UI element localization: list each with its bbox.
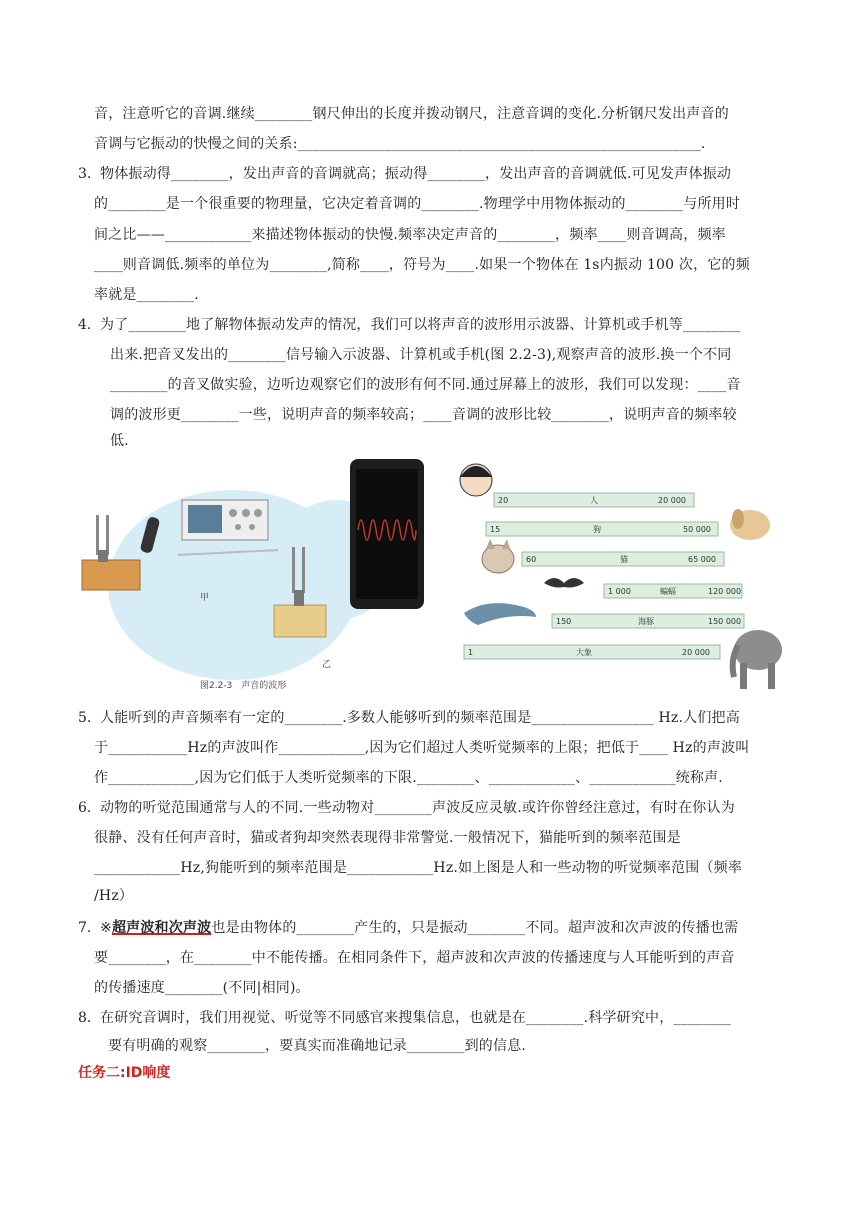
- q3-line-3: 间之比——____________来描述物体振动的快慢.频率决定声音的________，频率____则音调高，频率: [94, 227, 726, 243]
- dolphin-icon: [464, 603, 536, 625]
- q5-line-3: 作____________,因为它们低于人类听觉频率的下限.________、____________、____________统称声.: [94, 770, 723, 786]
- q6-line-2: 很静、没有任何声音时，猫或者狗却突然表现得非常警觉.一般情况下，猫能听到的频率范围是: [94, 830, 681, 846]
- human-high: 20 000: [658, 496, 686, 505]
- hearing-range-chart: [460, 464, 782, 689]
- q4-line-2: 出来.把音叉发出的________信号输入示波器、计算机或手机(图 2.2-3),观察声音的波形.换一个不同: [110, 347, 732, 363]
- human-low: 20: [498, 496, 509, 505]
- q3-line-4: ____则音调低.频率的单位为________,简称____，符号为____.如果一个物体在 1s内振动 100 次，它的频: [94, 257, 750, 273]
- elephant-high: 20 000: [682, 648, 710, 657]
- q6-line-1: 动物的听觉范围通常与人的不同.一些动物对________声波反应灵敏.或许你曾经注意过，有时在你认为: [100, 800, 735, 816]
- elephant-low: 1: [468, 648, 474, 657]
- phone-waveform-icon: [350, 459, 424, 609]
- dolphin-label: 海豚: [638, 617, 654, 626]
- dog-high: 50 000: [683, 525, 711, 534]
- q6-number: 6.: [78, 800, 92, 816]
- q7-line-1: [100, 918, 738, 938]
- dog-icon: [730, 509, 770, 540]
- dog-low: 15: [490, 525, 501, 534]
- cat-low: 60: [526, 555, 537, 564]
- q8-number: 8.: [78, 1010, 92, 1026]
- q2-line-2: 音调与它振动的快慢之间的关系:________________________________________________________.: [94, 136, 706, 152]
- figure-illustration: [78, 455, 790, 700]
- label-yi: 乙: [322, 660, 332, 670]
- elephant-label: 大象: [576, 648, 592, 657]
- q8-line-2: 要有明确的观察________，要真实而准确地记录________到的信息.: [108, 1038, 527, 1054]
- bat-high: 120 000: [708, 587, 742, 596]
- q7-number: 7.: [78, 920, 92, 936]
- q2-line-1: 音，注意听它的音调.继续________钢尺伸出的长度并拨动钢尺，注意音调的变化.分析钢尺发出声音的: [94, 106, 729, 122]
- task-two-heading: 任务二:ID响度: [78, 1065, 171, 1081]
- person-icon: [460, 464, 492, 496]
- q6-line-3: ____________Hz,狗能听到的频率范围是____________Hz.如上图是人和一些动物的听觉频率范围（频率: [94, 860, 743, 876]
- q5-line-1: 人能听到的声音频率有一定的________.多数人能够听到的频率范围是_________________ Hz.人们把高: [100, 710, 740, 726]
- q3-number: 3.: [78, 166, 92, 182]
- q4-line-5: 低.: [110, 433, 129, 449]
- bat-low: 1 000: [608, 587, 631, 596]
- q5-number: 5.: [78, 710, 92, 726]
- cat-label: 猫: [620, 555, 628, 564]
- q4-line-4: 调的波形更________一些，说明声音的频率较高；____音调的波形比较________，说明声音的频率较: [110, 407, 737, 423]
- human-label: 人: [590, 496, 598, 505]
- oscilloscope-icon: [182, 500, 268, 540]
- dolphin-high: 150 000: [708, 617, 742, 626]
- q8-line-1: 在研究音调时，我们用视觉、听觉等不同感官来搜集信息，也就是在________.科学研究中，________: [100, 1010, 732, 1026]
- reference-mark: ※: [100, 920, 112, 936]
- bat-label: 蝙蝠: [660, 587, 676, 596]
- cat-high: 65 000: [688, 555, 716, 564]
- q3-line-5: 率就是________.: [94, 287, 199, 303]
- q7-line-1-rest: 也是由物体的________产生的，只是振动________不同。超声波和次声波的传播也需: [211, 920, 739, 936]
- dolphin-low: 150: [556, 617, 572, 626]
- sound-waveform-figure: [78, 455, 790, 700]
- q4-number: 4.: [78, 317, 92, 333]
- q4-line-3: ________的音叉做实验，边听边观察它们的波形有何不同.通过屏幕上的波形，我们可以发现：____音: [110, 377, 741, 393]
- q3-line-1: 物体振动得________，发出声音的音调就高；振动得________，发出声音的音调就低.可见发声体振动: [100, 166, 732, 182]
- q5-line-2: 于___________Hz的声波叫作____________,因为它们超过人类听觉频率的上限；把低于____ Hz的声波叫: [94, 740, 750, 756]
- label-jia: 甲: [200, 593, 210, 603]
- q3-line-2: 的________是一个很重要的物理量，它决定着音调的________.物理学中用物体振动的________与所用时: [94, 196, 741, 212]
- dog-label: 狗: [593, 525, 601, 534]
- bat-icon: [544, 578, 584, 588]
- q4-line-1: 为了________地了解物体振动发声的情况，我们可以将声音的波形用示波器、计算机或手机等________: [100, 317, 741, 333]
- elephant-icon: [733, 630, 782, 689]
- q7-line-2: 要________，在________中不能传播。在相同条件下，超声波和次声波的传播速度与人耳能听到的声音: [94, 950, 735, 966]
- q7-line-3: 的传播速度________(不同|相同)。: [94, 980, 310, 996]
- q6-line-4: /Hz）: [94, 888, 134, 904]
- figure-caption: 图2.2-3 声音的波形: [200, 681, 287, 691]
- q7-keyword: 超声波和次声波: [111, 920, 212, 936]
- cat-icon: [482, 539, 514, 573]
